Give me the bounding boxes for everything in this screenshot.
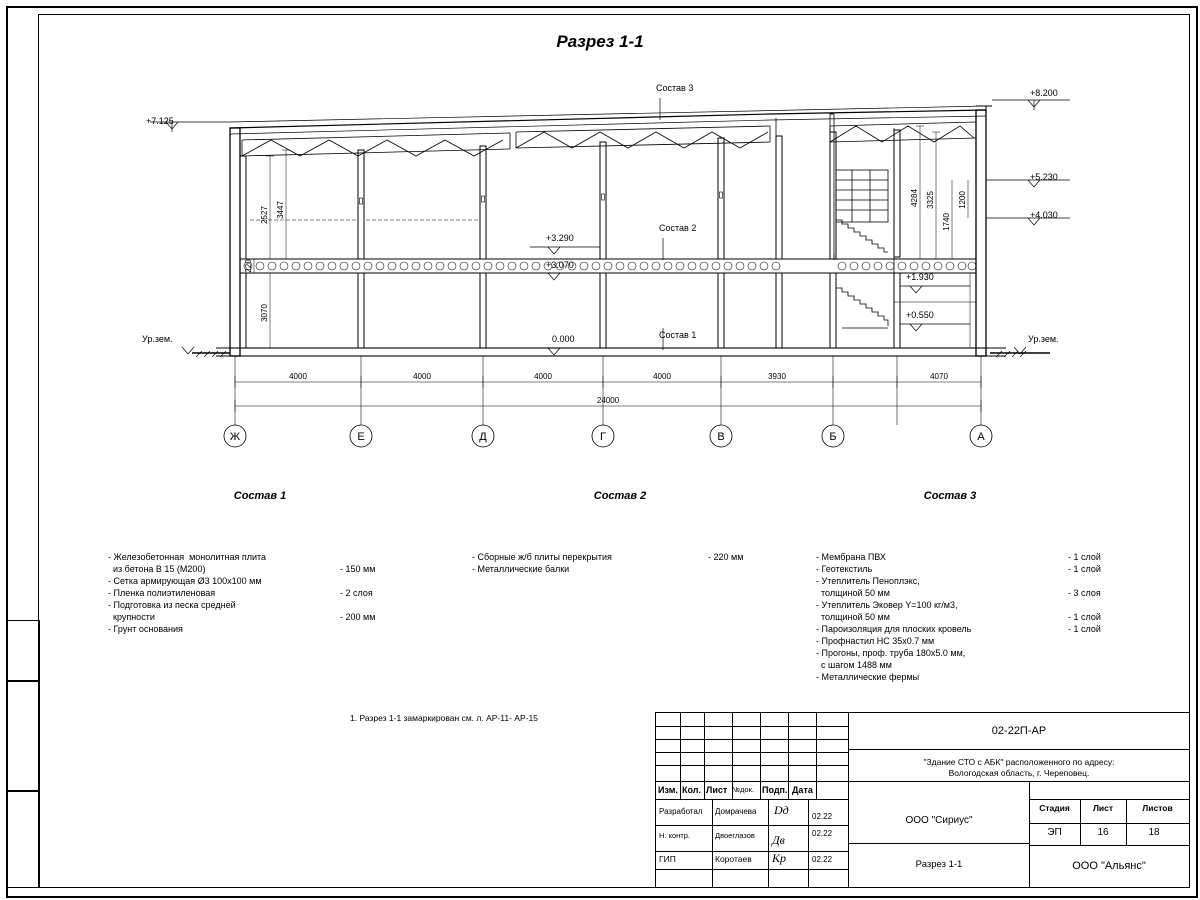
- stage-label: Стадия: [1039, 803, 1070, 813]
- spec-row: - Подготовка из песка средней: [108, 600, 236, 610]
- spec-row: - Металлические фермы: [816, 672, 920, 682]
- col-header-list: Лист: [706, 785, 728, 795]
- project-code: 02-22П-АР: [991, 725, 1047, 737]
- span-dim: 3930: [768, 372, 786, 381]
- spec-qty: - 2 слоя: [340, 588, 373, 598]
- stage-value: ЭП: [1047, 827, 1062, 838]
- level-mark: +1.930: [906, 272, 934, 282]
- signature-mark: Дв: [772, 833, 785, 847]
- spec-title: Состав 3: [923, 490, 977, 502]
- company-name: ООО "Сириус": [905, 815, 973, 826]
- organization-name: ООО "Альянс": [1072, 860, 1146, 872]
- vertical-dim: 3325: [926, 191, 935, 209]
- level-mark: 0.000: [552, 334, 575, 344]
- page-title: Разрез 1-1: [556, 32, 644, 51]
- role-date: 02.22: [812, 829, 833, 838]
- revision-header-row: [656, 781, 848, 800]
- object-name-line-2: Вологодская область, г. Череповец.: [948, 768, 1090, 778]
- spec-row: - Сетка армирующая Ø3 100х100 мм: [108, 576, 262, 586]
- level-mark: +5.230: [1030, 172, 1058, 182]
- spec-row: - Металлические балки: [472, 564, 570, 574]
- spec-qty: - 1 слой: [1068, 552, 1101, 562]
- axis-label: Б: [829, 431, 837, 443]
- sheet-name: Разрез 1-1: [915, 859, 963, 870]
- spec-row: - Мембрана ПВХ: [816, 552, 886, 562]
- revision-grid: [656, 713, 848, 781]
- col-header-data: Дата: [792, 785, 813, 795]
- vertical-dim: 1200: [958, 191, 967, 209]
- margin-box-2: [6, 680, 40, 792]
- span-dim: 4000: [289, 372, 307, 381]
- signature-mark: Кр: [772, 851, 786, 865]
- span-dim: 4000: [534, 372, 552, 381]
- span-dim: 4070: [930, 372, 948, 381]
- title-block: [655, 712, 1190, 888]
- spec-row: крупности: [108, 612, 155, 622]
- spec-row: с шагом 1488 мм: [816, 660, 892, 670]
- axis-label: Ж: [229, 431, 241, 443]
- vertical-dim: 4284: [910, 189, 919, 207]
- spec-row: - Пленка полиэтиленовая: [108, 588, 216, 598]
- spec-qty: - 1 слой: [1068, 612, 1101, 622]
- role-date: 02.22: [812, 812, 833, 821]
- spec-qty: - 200 мм: [340, 612, 376, 622]
- level-mark: +8.200: [1030, 88, 1058, 98]
- axis-label: Г: [600, 431, 606, 443]
- spec-block-1: [100, 490, 420, 632]
- axis-label: Е: [357, 431, 365, 443]
- role-name: Домрачева: [715, 807, 757, 816]
- callout-sostav-2: Состав 2: [659, 223, 697, 233]
- role-name: Коротаев: [715, 854, 752, 864]
- level-mark: +7.125: [146, 116, 174, 126]
- margin-box-3: [6, 790, 40, 888]
- spec-row: - Утеплитель Пеноплэкс,: [816, 576, 920, 586]
- span-dim: 4000: [653, 372, 671, 381]
- level-mark: +3.290: [546, 233, 574, 243]
- col-header-ndok: №док.: [732, 785, 754, 794]
- lists-label: Листов: [1142, 803, 1173, 813]
- spec-row: - Сборные ж/б плиты перекрытия: [472, 552, 612, 562]
- drawing-note: 1. Разрез 1-1 замаркирован см. л. АР-11- АР-15: [350, 713, 538, 723]
- callout-sostav-1: Состав 1: [659, 330, 697, 340]
- lists-value: 18: [1148, 827, 1160, 838]
- margin-box-1: [6, 620, 40, 682]
- role-label: Н. контр.: [659, 831, 690, 840]
- col-header-podp: Подп.: [762, 785, 788, 795]
- level-mark: +3.070: [546, 260, 574, 270]
- spec-qty: - 1 слой: [1068, 624, 1101, 634]
- vertical-dim: 2527: [260, 206, 269, 224]
- level-mark: +4.030: [1030, 210, 1058, 220]
- spec-qty: - 1 слой: [1068, 564, 1101, 574]
- col-header-izm: Изм.: [658, 785, 678, 795]
- ground-level-left: Ур.зем.: [142, 334, 173, 344]
- vertical-dim: 1740: [942, 213, 951, 231]
- spec-row: - Геотекстиль: [816, 564, 873, 574]
- section-drawing: [130, 70, 1090, 460]
- role-label: Разработал: [659, 807, 703, 816]
- spec-row: - Утеплитель Эковер Y=100 кг/м3,: [816, 600, 958, 610]
- vertical-dim: 220: [244, 259, 253, 273]
- spec-row: - Пароизоляция для плоских кровель: [816, 624, 972, 634]
- list-label: Лист: [1092, 803, 1114, 813]
- spec-row: - Прогоны, проф. труба 180х5.0 мм,: [816, 648, 966, 658]
- spec-qty: - 220 мм: [708, 552, 744, 562]
- vertical-dim: 3070: [260, 304, 269, 322]
- level-mark: +0.550: [906, 310, 934, 320]
- spec-row: - Грунт основания: [108, 624, 183, 634]
- spec-title: Состав 1: [233, 490, 287, 502]
- callout-sostav-3: Состав 3: [656, 83, 694, 93]
- spec-qty: - 3 слоя: [1068, 588, 1101, 598]
- spec-row: толщиной 50 мм: [816, 588, 890, 598]
- role-name: Двоеглазов: [715, 831, 755, 840]
- ground-level-right: Ур.зем.: [1028, 334, 1059, 344]
- spec-row: из бетона B 15 (М200): [108, 564, 206, 574]
- axis-label: А: [977, 431, 985, 443]
- spec-qty: - 150 мм: [340, 564, 376, 574]
- spec-block-3: [810, 490, 1160, 712]
- role-date: 02.22: [812, 855, 833, 864]
- spec-row: - Профнастил НС 35х0.7 мм: [816, 636, 935, 646]
- axis-label: В: [717, 431, 725, 443]
- total-dim: 24000: [596, 396, 620, 405]
- spec-row: - Железобетонная монолитная плита: [108, 552, 267, 562]
- role-rows: [656, 799, 848, 887]
- spec-block-2: [470, 490, 770, 572]
- axis-label: Д: [479, 431, 487, 443]
- object-name-line-1: "Здание СТО с АБК" расположенного по адресу:: [923, 757, 1115, 767]
- list-value: 16: [1097, 827, 1109, 838]
- col-header-kol: Кол.: [682, 785, 701, 795]
- vertical-dim: 3447: [276, 201, 285, 219]
- span-dim: 4000: [413, 372, 431, 381]
- spec-title: Состав 2: [593, 490, 647, 502]
- spec-row: толщиной 50 мм: [816, 612, 890, 622]
- role-label: ГИП: [659, 854, 676, 864]
- signature-mark: Dд: [774, 803, 789, 817]
